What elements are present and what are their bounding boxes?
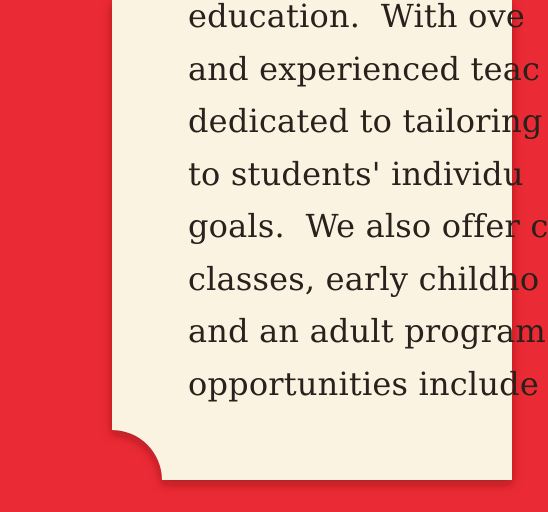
body-text (188, 0, 548, 410)
text-line: and experienced teac (188, 49, 541, 88)
text-line: goals. We also offer c (188, 207, 548, 245)
text-line: and an adult program (188, 312, 546, 350)
text-line: dedicated to tailoring (188, 102, 543, 140)
text-line: education. With ove (188, 0, 525, 35)
text-line: classes, early childho (188, 259, 540, 298)
text-line: to students' individu (188, 154, 524, 193)
text-line: opportunities include (188, 364, 539, 403)
